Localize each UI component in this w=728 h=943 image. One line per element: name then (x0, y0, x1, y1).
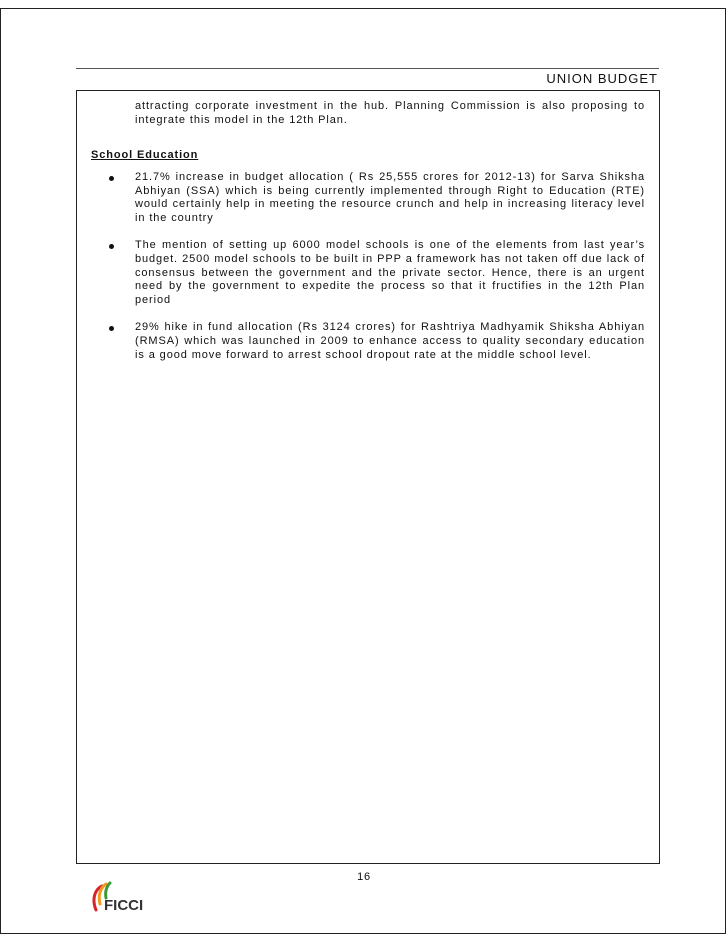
section-heading: School Education (91, 149, 199, 161)
header-rule (76, 68, 659, 69)
bullet-list (109, 171, 645, 376)
bullet-icon (109, 244, 114, 249)
content-box (76, 90, 660, 864)
bullet-text: 29% hike in fund allocation (Rs 3124 crores) for Rashtriya Madhyamik Shiksha Abhiyan (RMSA) which was launched in 2009 to enhance access to quality secondary education is a good move forward to arrest school dropout rate at the middle school level. (135, 321, 645, 361)
intro-paragraph: attracting corporate investment in the hub. Planning Commission is also proposing to integrate this model in the 12th Plan. (135, 100, 645, 126)
bullet-icon (109, 326, 114, 331)
page-number: 16 (357, 871, 371, 883)
bullet-text: 21.7% increase in budget allocation ( Rs 25,555 crores for 2012-13) for Sarva Shiksha Abhiyan (SSA) which is being currently implemented through Right to Education (RTE) would certainly help in meeting the resource crunch and help in increasing literacy level in the country (135, 171, 645, 224)
header-title: UNION BUDGET (546, 71, 658, 86)
bullet-text: The mention of setting up 6000 model schools is one of the elements from last year’s budget. 2500 model schools to be built in PPP a framework has not taken off due lack of consensus between the government and the private sector. Hence, there is an urgent need by the government to expedite the process so that it fructifies in the 12th Plan period (135, 239, 645, 306)
list-item (109, 321, 645, 362)
bullet-icon (109, 176, 114, 181)
list-item (109, 239, 645, 307)
ficci-logo-text: FICCI (104, 897, 144, 914)
list-item (109, 171, 645, 225)
